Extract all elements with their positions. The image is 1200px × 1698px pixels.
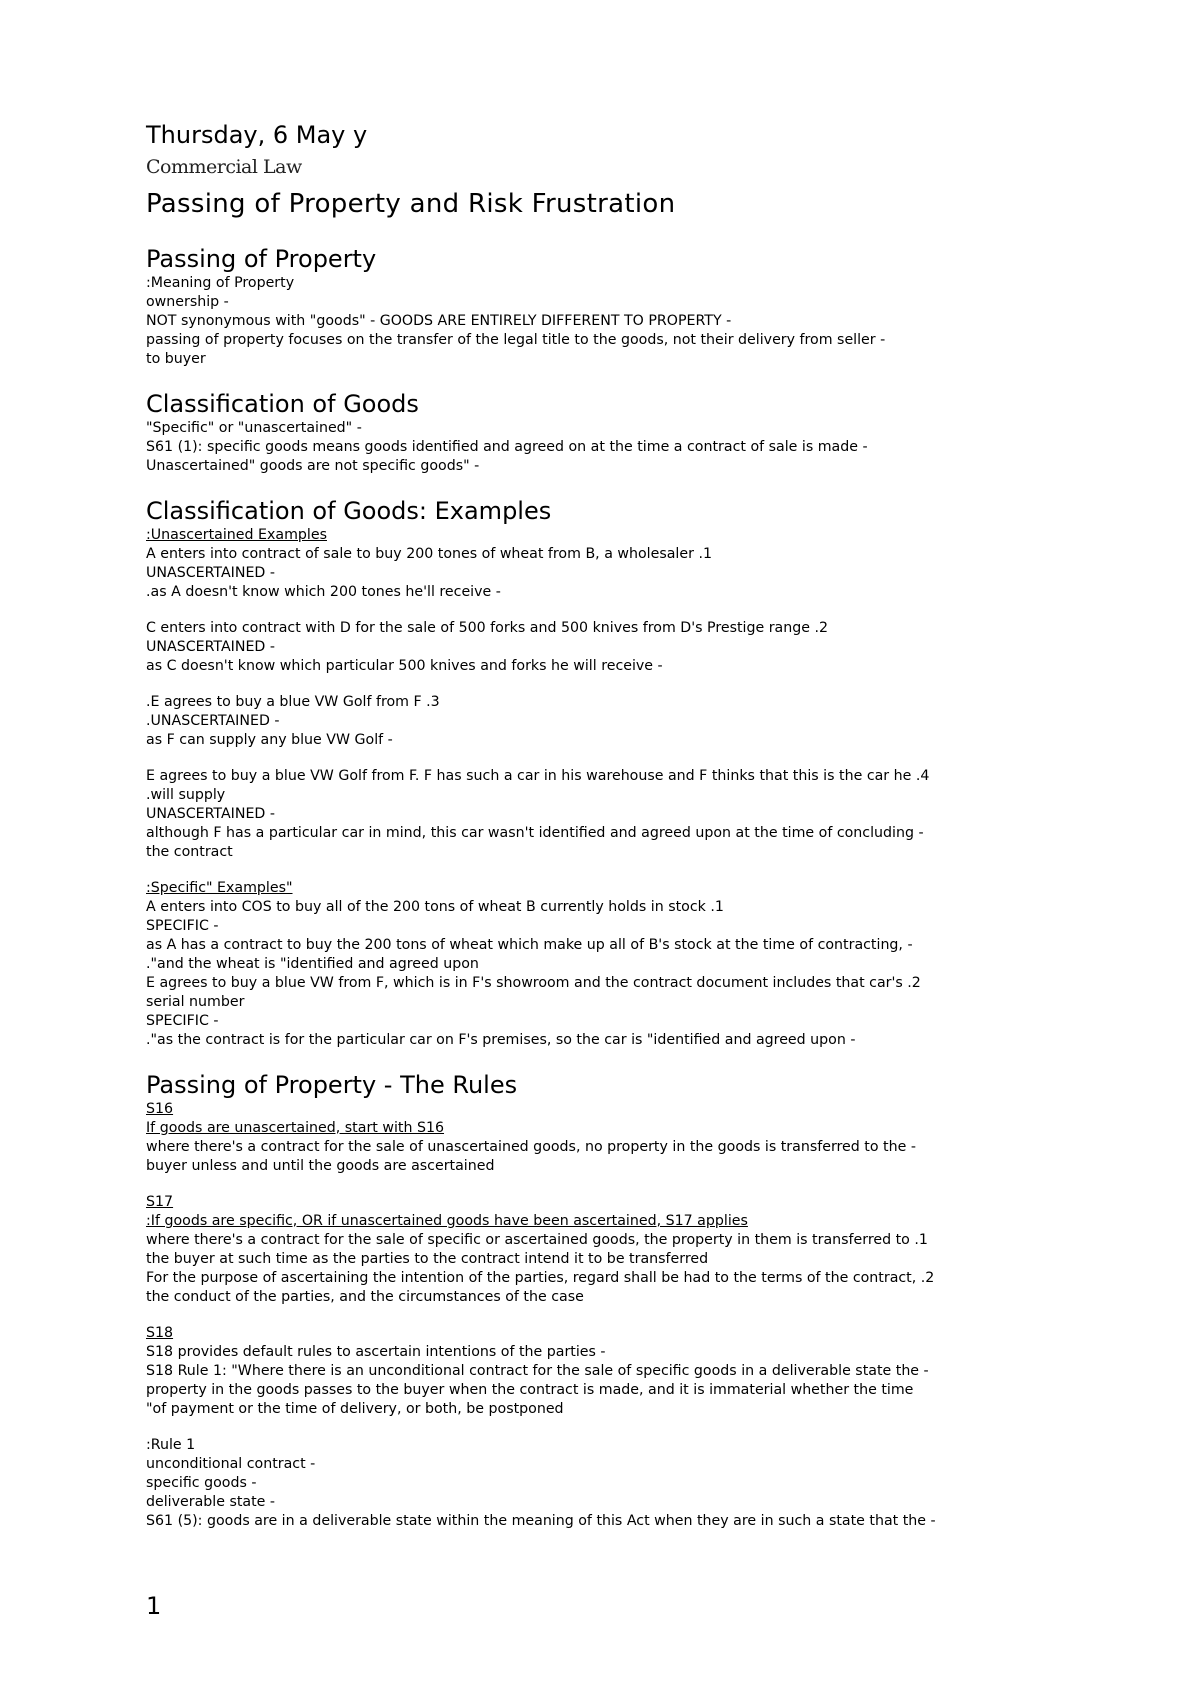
document-date: Thursday, 6 May y: [146, 121, 368, 149]
subheading-line: :If goods are specific, OR if unascertained goods have been ascertained, S17 applies: [146, 1213, 748, 1229]
text-line: serial number: [146, 994, 245, 1010]
text-line: E agrees to buy a blue VW from F, which is in F's showroom and the contract document includes that car's .2: [146, 975, 921, 991]
paragraph-gap: [146, 602, 1076, 619]
subheading-line: S16: [146, 1101, 174, 1117]
document-body: [146, 244, 1076, 1531]
subheading-line: S17: [146, 1194, 174, 1210]
text-line: where there's a contract for the sale of unascertained goods, no property in the goods is transferred to the -: [146, 1139, 916, 1155]
section: [146, 244, 1076, 369]
course-name: Commercial Law: [146, 156, 302, 178]
text-line: "of payment or the time of delivery, or both, be postponed: [146, 1401, 564, 1417]
text-line: A enters into COS to buy all of the 200 tons of wheat B currently holds in stock .1: [146, 899, 724, 915]
subheading-line: :Specific" Examples": [146, 880, 293, 896]
section: [146, 389, 1076, 476]
text-line: although F has a particular car in mind, this car wasn't identified and agreed upon at the time of concluding -: [146, 825, 924, 841]
text-line: unconditional contract -: [146, 1456, 316, 1472]
text-line: the buyer at such time as the parties to the contract intend it to be transferred: [146, 1251, 709, 1267]
text-line: NOT synonymous with "goods" - GOODS ARE ENTIRELY DIFFERENT TO PROPERTY -: [146, 313, 732, 329]
section-heading: Classification of Goods: Examples: [146, 497, 552, 525]
section-heading: Passing of Property: [146, 245, 377, 273]
section: [146, 496, 1076, 1050]
text-line: the conduct of the parties, and the circumstances of the case: [146, 1289, 584, 1305]
text-line: .E agrees to buy a blue VW Golf from F .3: [146, 694, 440, 710]
paragraph-gap: [146, 1307, 1076, 1324]
text-line: deliverable state -: [146, 1494, 276, 1510]
section: [146, 1070, 1076, 1531]
text-line: For the purpose of ascertaining the intention of the parties, regard shall be had to the terms of the contract, .2: [146, 1270, 935, 1286]
subheading-line: S18: [146, 1325, 174, 1341]
document-title: Passing of Property and Risk Frustration: [146, 189, 676, 219]
text-line: the contract: [146, 844, 233, 860]
text-line: S61 (1): specific goods means goods identified and agreed on at the time a contract of sale is made -: [146, 439, 868, 455]
text-line: UNASCERTAINED -: [146, 806, 275, 822]
section-heading: Classification of Goods: [146, 390, 419, 418]
paragraph-gap: [146, 1419, 1076, 1436]
text-line: SPECIFIC -: [146, 918, 219, 934]
subheading-line: If goods are unascertained, start with S16: [146, 1120, 445, 1136]
text-line: buyer unless and until the goods are ascertained: [146, 1158, 495, 1174]
text-line: C enters into contract with D for the sale of 500 forks and 500 knives from D's Prestige range .2: [146, 620, 829, 636]
text-line: S18 Rule 1: "Where there is an unconditional contract for the sale of specific goods in a deliverable state the -: [146, 1363, 929, 1379]
text-line: "Specific" or "unascertained" -: [146, 420, 362, 436]
text-line: .UNASCERTAINED -: [146, 713, 280, 729]
paragraph-gap: [146, 750, 1076, 767]
text-line: S61 (5): goods are in a deliverable state within the meaning of this Act when they are in such a state that the -: [146, 1513, 936, 1529]
paragraph-gap: [146, 1176, 1076, 1193]
text-line: A enters into contract of sale to buy 200 tones of wheat from B, a wholesaler .1: [146, 546, 712, 562]
text-line: specific goods -: [146, 1475, 257, 1491]
text-line: as C doesn't know which particular 500 knives and forks he will receive -: [146, 658, 663, 674]
text-line: to buyer: [146, 351, 206, 367]
paragraph-gap: [146, 676, 1076, 693]
text-line: .as A doesn't know which 200 tones he'll receive -: [146, 584, 501, 600]
section-heading: Passing of Property - The Rules: [146, 1071, 518, 1099]
text-line: :Rule 1: [146, 1437, 196, 1453]
text-line: as A has a contract to buy the 200 tons of wheat which make up all of B's stock at the time of contracting, -: [146, 937, 913, 953]
text-line: SPECIFIC -: [146, 1013, 219, 1029]
text-line: ownership -: [146, 294, 229, 310]
paragraph-gap: [146, 862, 1076, 879]
document-page: [146, 118, 1076, 1551]
text-line: :Meaning of Property: [146, 275, 295, 291]
text-line: UNASCERTAINED -: [146, 639, 275, 655]
page-number: 1: [146, 1592, 162, 1620]
text-line: S18 provides default rules to ascertain intentions of the parties -: [146, 1344, 606, 1360]
subheading-line: :Unascertained Examples: [146, 527, 327, 543]
text-line: as F can supply any blue VW Golf -: [146, 732, 393, 748]
text-line: E agrees to buy a blue VW Golf from F. F has such a car in his warehouse and F thinks that this is the car he .4: [146, 768, 930, 784]
text-line: .will supply: [146, 787, 226, 803]
text-line: ."as the contract is for the particular car on F's premises, so the car is "identified and agreed upon -: [146, 1032, 856, 1048]
text-line: UNASCERTAINED -: [146, 565, 275, 581]
text-line: property in the goods passes to the buyer when the contract is made, and it is immaterial whether the time: [146, 1382, 914, 1398]
text-line: ."and the wheat is "identified and agreed upon: [146, 956, 479, 972]
text-line: passing of property focuses on the transfer of the legal title to the goods, not their delivery from seller -: [146, 332, 886, 348]
text-line: where there's a contract for the sale of specific or ascertained goods, the property in them is transferred to .1: [146, 1232, 928, 1248]
text-line: Unascertained" goods are not specific goods" -: [146, 458, 480, 474]
